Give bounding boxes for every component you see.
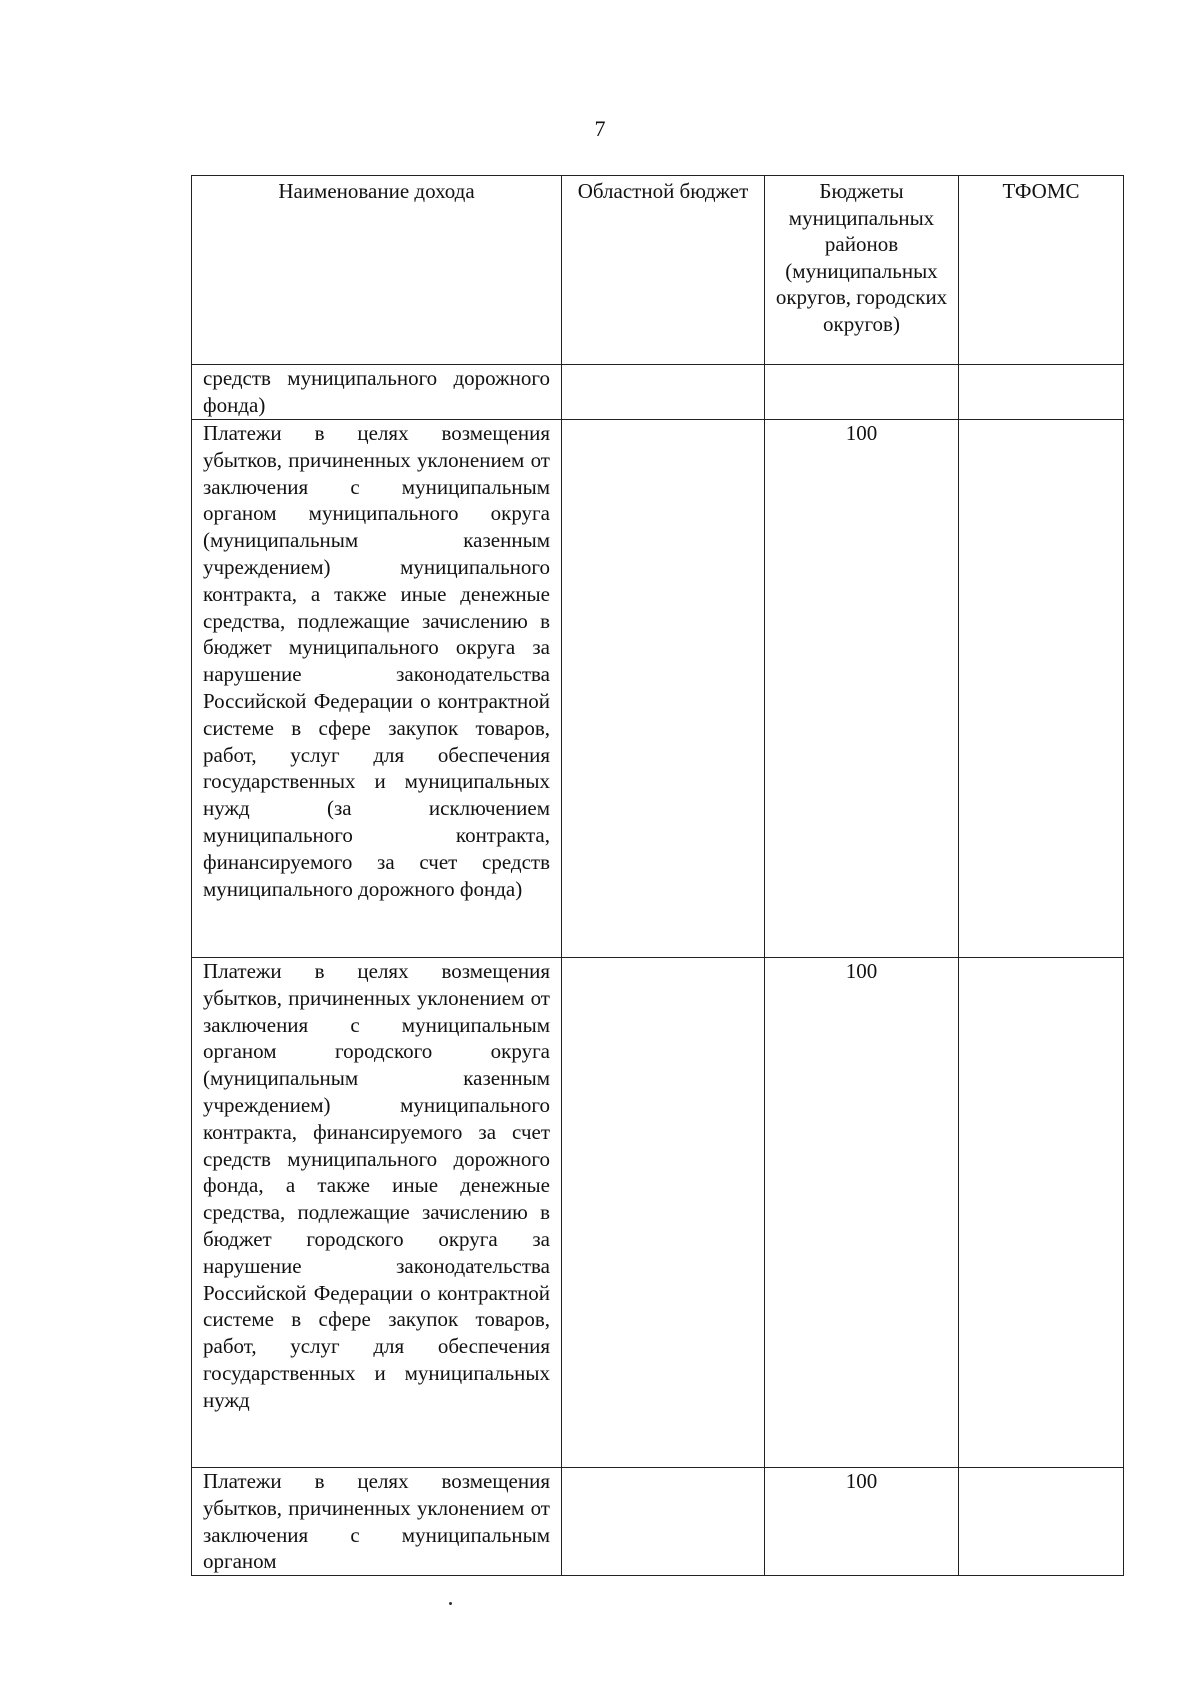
municipal-share-cell: 100 xyxy=(765,420,959,958)
tfoms-share-cell xyxy=(959,958,1124,1468)
municipal-share-cell: 100 xyxy=(765,958,959,1468)
table-row xyxy=(192,1468,1124,1576)
table-row xyxy=(192,420,1124,958)
income-name-cell: Платежи в целях возмещения убытков, причиненных уклонением от заключения с муниципальным органом xyxy=(192,1468,562,1576)
tfoms-share-cell xyxy=(959,420,1124,958)
regional-share-cell xyxy=(562,958,765,1468)
regional-share-cell xyxy=(562,420,765,958)
regional-share-cell xyxy=(562,1468,765,1576)
header-income-name: Наименование дохода xyxy=(192,176,562,365)
scan-speck xyxy=(449,1602,452,1605)
income-name-cell: средств муниципального дорожного фонда) xyxy=(192,365,562,420)
income-distribution-table xyxy=(191,175,1124,1576)
table-row xyxy=(192,958,1124,1468)
tfoms-share-cell xyxy=(959,1468,1124,1576)
tfoms-share-cell xyxy=(959,365,1124,420)
regional-share-cell xyxy=(562,365,765,420)
municipal-share-cell xyxy=(765,365,959,420)
page-number: 7 xyxy=(594,116,606,141)
table-row xyxy=(192,365,1124,420)
income-name-cell: Платежи в целях возмещения убытков, причиненных уклонением от заключения с муниципальным органом муниципального округа (муниципальным казенным учреждением) муниципального контракта, а также иные денежные средства, подлежащие зачислению в бюджет муниципального округа за нарушение законодательства Российской Федерации о контрактной системе в сфере закупок товаров, работ, услуг для обеспечения государственных и муниципальных нужд (за исключением муниципального контракта, финансируемого за счет средств муниципального дорожного фонда) xyxy=(192,420,562,958)
table-header-row xyxy=(192,176,1124,365)
header-tfoms: ТФОМС xyxy=(959,176,1124,365)
municipal-share-cell: 100 xyxy=(765,1468,959,1576)
income-name-cell: Платежи в целях возмещения убытков, причиненных уклонением от заключения с муниципальным органом городского округа (муниципальным казенным учреждением) муниципального контракта, финансируемого за счет средств муниципального дорожного фонда, а также иные денежные средства, подлежащие зачислению в бюджет городского округа за нарушение законодательства Российской Федерации о контрактной системе в сфере закупок товаров, работ, услуг для обеспечения государственных и муниципальных нужд xyxy=(192,958,562,1468)
header-regional-budget: Областной бюджет xyxy=(562,176,765,365)
header-municipal-budgets: Бюджеты муниципальных районов (муниципальных округов, городских округов) xyxy=(765,176,959,365)
